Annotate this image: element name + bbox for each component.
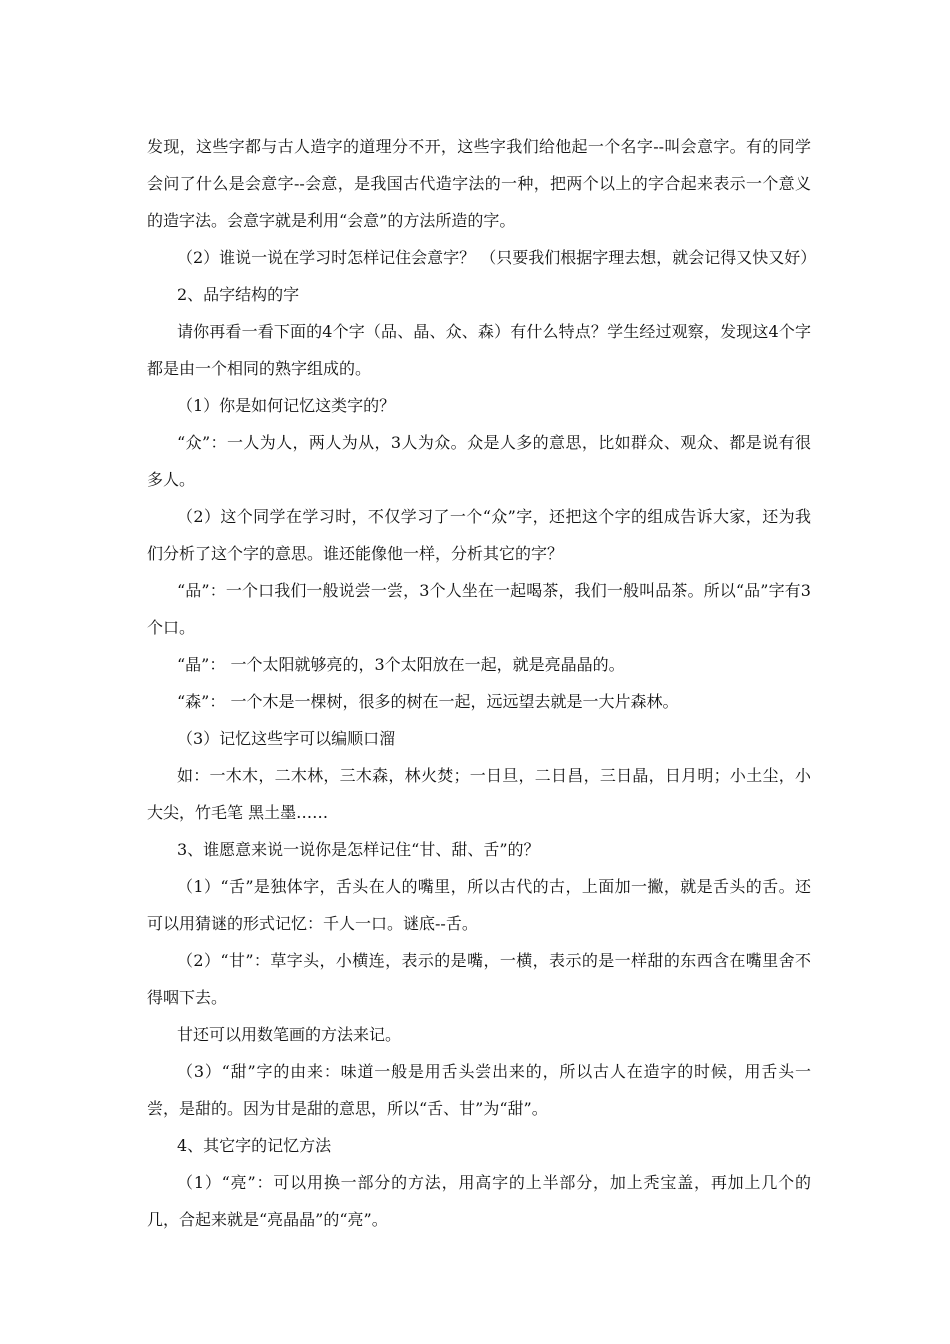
- paragraph-1: 发现，这些字都与古人造字的道理分不开，这些字我们给他起一个名字--叫会意字。有的同学会问了什么是会意字--会意，是我国古代造字法的一种，把两个以上的字合起来表示一个意义的造字法。会意字就是利用“会意”的方法所造的字。: [147, 137, 811, 230]
- paragraph-8: “品”：一个口我们一般说尝一尝，3个人坐在一起喝茶，我们一般叫品茶。所以“品”字有3个口。: [147, 581, 811, 637]
- paragraph-11: （3）记忆这些字可以编顺口溜: [177, 729, 396, 748]
- paragraph-9: “晶”： 一个太阳就够亮的，3个太阳放在一起，就是亮晶晶的。: [177, 655, 625, 674]
- paragraph-17: （3）“甜”字的由来：味道一般是用舌头尝出来的，所以古人在造字的时候，用舌头一尝，是甜的。因为甘是甜的意思，所以“舌、甘”为“甜”。: [147, 1062, 811, 1118]
- paragraph-2: （2）谁说一说在学习时怎样记住会意字？ （只要我们根据字理去想，就会记得又快又好）: [177, 248, 817, 267]
- paragraph-16: 甘还可以用数笔画的方法来记。: [177, 1025, 402, 1044]
- paragraph-15: （2）“甘”：草字头，小横连，表示的是嘴，一横，表示的是一样甜的东西含在嘴里舍不得咽下去。: [147, 951, 811, 1007]
- section-heading-4: 4、其它字的记忆方法: [177, 1136, 332, 1155]
- paragraph-10: “森”： 一个木是一棵树，很多的树在一起，远远望去就是一大片森林。: [177, 692, 679, 711]
- paragraph-12: 如：一木木，二木林，三木森，林火焚；一日旦，二日昌，三日晶，日月明；小土尘，小大尖，竹毛笔 黑土墨……: [147, 766, 811, 822]
- paragraph-19: （1）“亮”：可以用换一部分的方法，用高字的上半部分，加上秃宝盖，再加上几个的几，合起来就是“亮晶晶”的“亮”。: [147, 1173, 811, 1229]
- paragraph-14: （1）“舌”是独体字，舌头在人的嘴里，所以古代的古，上面加一撇，就是舌头的舌。还可以用猜谜的形式记忆：千人一口。谜底--舌。: [147, 877, 811, 933]
- document-body: [147, 128, 817, 1238]
- paragraph-5: （1）你是如何记忆这类字的？: [177, 396, 396, 415]
- paragraph-7: （2）这个同学在学习时，不仅学习了一个“众”字，还把这个字的组成告诉大家，还为我们分析了这个字的意思。谁还能像他一样，分析其它的字？: [147, 507, 811, 563]
- paragraph-6: “众”：一人为人，两人为从，3人为众。众是人多的意思，比如群众、观众、都是说有很多人。: [147, 433, 811, 489]
- section-heading-2: 2、品字结构的字: [177, 285, 300, 304]
- paragraph-4: 请你再看一看下面的4个字（品、晶、众、森）有什么特点？学生经过观察，发现这4个字都是由一个相同的熟字组成的。: [147, 322, 811, 378]
- section-heading-3: 3、谁愿意来说一说你是怎样记住“甘、甜、舌”的？: [177, 840, 540, 859]
